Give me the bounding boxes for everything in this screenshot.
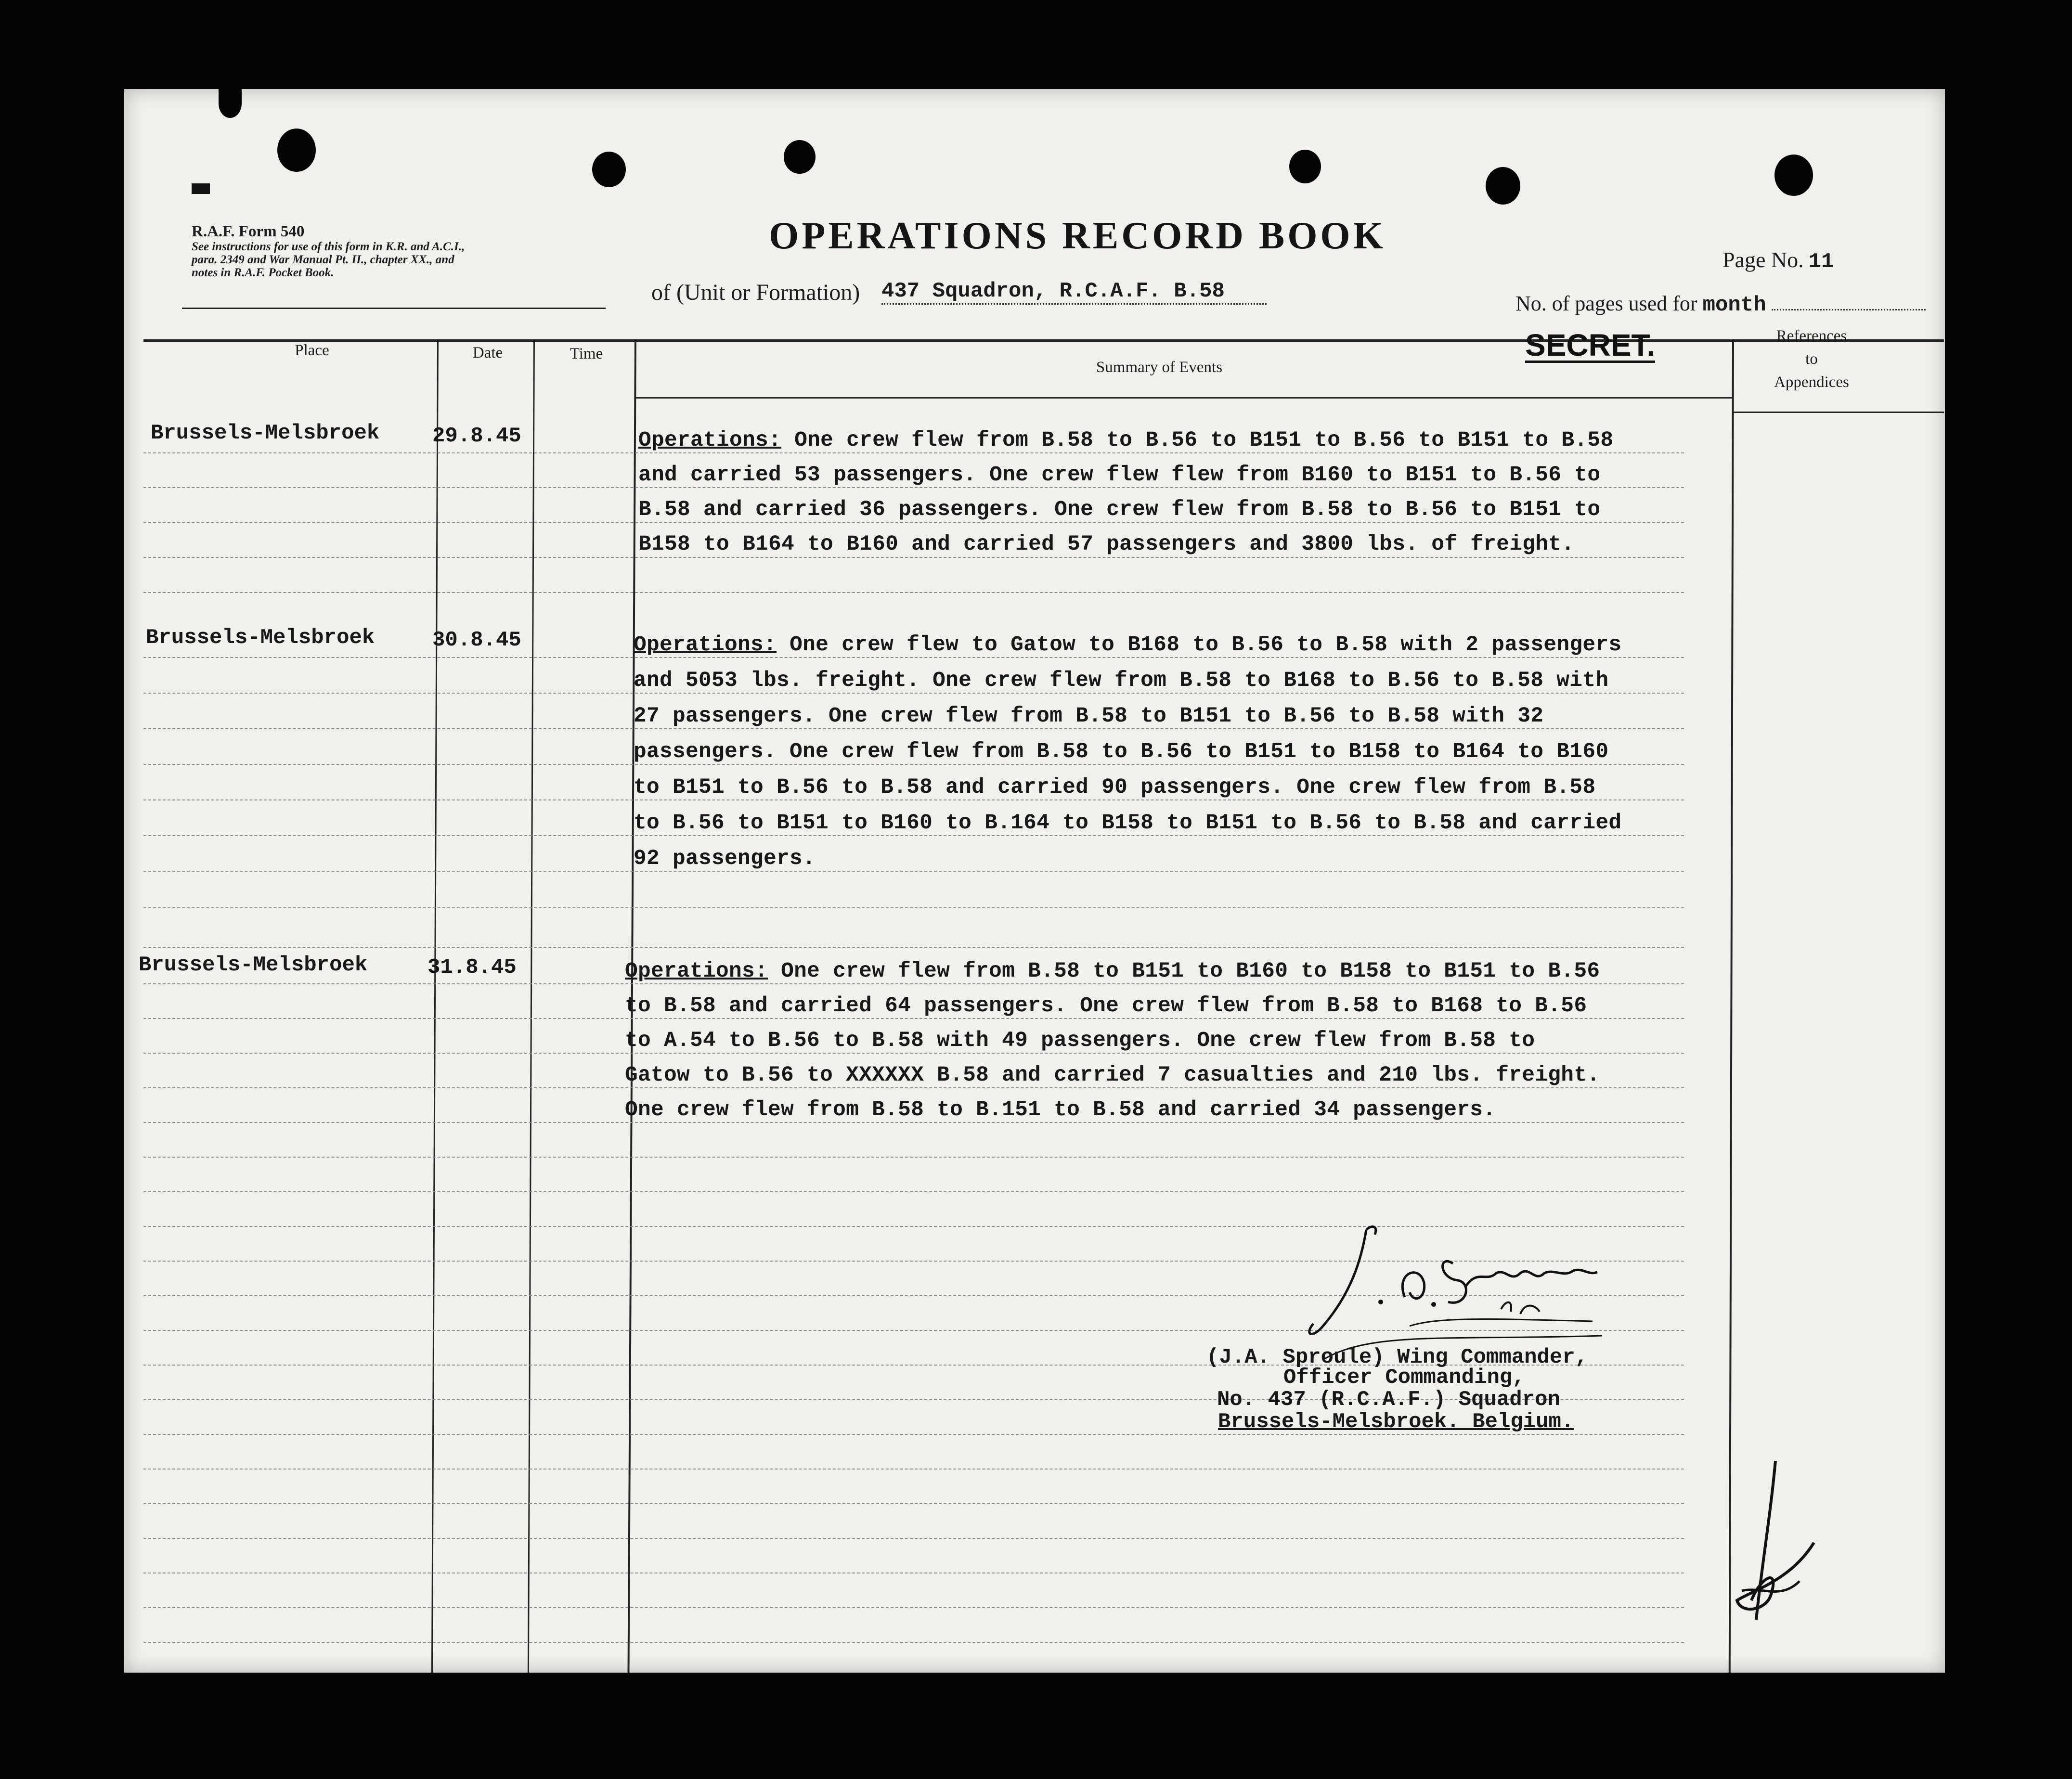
table-top-rule	[143, 339, 1944, 342]
form-name: R.A.F. Form 540	[192, 223, 305, 240]
ruled-line	[143, 1157, 1684, 1158]
page-number-label: Page No.	[1722, 247, 1804, 272]
entry-place: Brussels-Melsbroek	[146, 626, 375, 650]
entry-heading: Operations:	[634, 633, 777, 657]
entry-heading: Operations:	[625, 959, 768, 983]
summary-line: 92 passengers.	[634, 847, 816, 871]
ruled-line	[143, 557, 1684, 558]
entry-date: 30.8.45	[432, 628, 521, 652]
entry-date: 29.8.45	[432, 424, 521, 448]
col-divider-place	[431, 339, 439, 1673]
summary-line: to B.56 to B151 to B160 to B.164 to B158 to B151 to B.56 to B.58 and carried	[634, 811, 1622, 835]
punch-hole	[219, 89, 242, 118]
entry-date: 31.8.45	[427, 955, 517, 980]
summary-line: to B151 to B.56 to B.58 and carried 90 passengers. One crew flew from B.58	[634, 775, 1596, 799]
form-instructions-3: notes in R.A.F. Pocket Book.	[192, 266, 334, 280]
ruled-line	[143, 1642, 1684, 1643]
classification-stamp: SECRET.	[1525, 328, 1656, 362]
summary-line: to B.58 and carried 64 passengers. One crew flew from B.58 to B168 to B.56	[625, 994, 1587, 1018]
refs-head-rule	[1732, 412, 1944, 413]
ruled-line	[143, 907, 1684, 908]
col-head-date: Date	[472, 344, 503, 361]
entry-place: Brussels-Melsbroek	[151, 421, 380, 445]
ruled-line	[143, 522, 1684, 523]
pages-used-label: No. of pages used for	[1515, 292, 1697, 315]
header-rule	[182, 308, 606, 309]
col-head-place: Place	[295, 342, 329, 359]
page-number-value: 11	[1808, 250, 1834, 274]
page-number	[1722, 247, 1834, 274]
ruled-line	[143, 1503, 1684, 1504]
pages-used	[1515, 291, 1926, 317]
ruled-line	[143, 1434, 1684, 1435]
ruled-line	[143, 799, 1684, 800]
entry-heading: Operations:	[638, 428, 782, 452]
summary-line: Gatow to B.56 to XXXXXX B.58 and carried 7 casualties and 210 lbs. freight.	[625, 1063, 1600, 1087]
ruled-line	[143, 835, 1684, 836]
signatory-role: Officer Commanding,	[1283, 1366, 1525, 1390]
summary-line: Operations: One crew flew from B.58 to B.56 to B151 to B.56 to B151 to B.58	[638, 428, 1614, 452]
punch-hole	[277, 129, 316, 172]
summary-line: Operations: One crew flew to Gatow to B168 to B.56 to B.58 with 2 passengers	[634, 633, 1622, 657]
summary-line: B.58 and carried 36 passengers. One crew flew from B.58 to B.56 to B151 to	[638, 498, 1601, 522]
summary-line: Operations: One crew flew from B.58 to B151 to B160 to B158 to B151 to B.56	[625, 959, 1600, 983]
signatory-location: Brussels-Melsbroek. Belgium.	[1218, 1410, 1574, 1434]
ruled-line	[143, 693, 1684, 694]
ruled-line	[143, 1018, 1684, 1019]
pages-used-value: month	[1702, 293, 1766, 317]
punch-hole	[592, 152, 626, 187]
entry-place: Brussels-Melsbroek	[139, 953, 368, 977]
ruled-line	[143, 1538, 1684, 1539]
summary-line: 27 passengers. One crew flew from B.58 to B151 to B.56 to B.58 with 32	[634, 704, 1544, 728]
form-header	[192, 223, 649, 279]
ruled-line	[143, 947, 1684, 948]
ruled-line	[143, 1191, 1684, 1192]
punch-hole	[1774, 155, 1813, 196]
summary-head-rule	[635, 397, 1732, 399]
ruled-line	[143, 1122, 1684, 1123]
summary-line: One crew flew from B.58 to B.151 to B.58 and carried 34 passengers.	[625, 1098, 1496, 1122]
ruled-line	[143, 1053, 1684, 1054]
initials-mark	[1722, 1456, 1819, 1629]
summary-line: to A.54 to B.56 to B.58 with 49 passengers. One crew flew from B.58 to	[625, 1029, 1535, 1053]
unit-row	[651, 279, 1436, 313]
ruled-line	[143, 871, 1684, 872]
ruled-line	[143, 764, 1684, 765]
ruled-line	[143, 983, 1684, 984]
unit-value: 437 Squadron, R.C.A.F. B.58	[881, 279, 1267, 305]
summary-line: passengers. One crew flew from B.58 to B.56 to B151 to B158 to B164 to B160	[634, 740, 1609, 764]
form-instructions-1: See instructions for use of this form in K.R. and A.C.I.,	[192, 240, 465, 254]
summary-line: and carried 53 passengers. One crew flew flew from B160 to B151 to B.56 to	[638, 463, 1601, 487]
summary-line: and 5053 lbs. freight. One crew flew from B.58 to B168 to B.56 to B.58 with	[634, 669, 1609, 693]
signatory-name: (J.A. Sproule) Wing Commander,	[1206, 1345, 1588, 1369]
ruled-line	[143, 592, 1684, 593]
ruled-line	[143, 487, 1684, 488]
punch-hole	[1486, 167, 1520, 205]
ruled-line	[143, 1469, 1684, 1470]
col-head-references: References to Appendices	[1774, 327, 1849, 391]
record-page	[124, 89, 1945, 1673]
ruled-line	[143, 657, 1684, 658]
summary-line: B158 to B164 to B160 and carried 57 passengers and 3800 lbs. of freight.	[638, 532, 1575, 556]
corner-mark	[192, 183, 210, 194]
ruled-line	[143, 1087, 1684, 1088]
col-head-time: Time	[570, 345, 603, 362]
unit-label: of (Unit or Formation)	[651, 280, 860, 305]
punch-hole	[784, 140, 816, 174]
signatory-unit: No. 437 (R.C.A.F.) Squadron	[1217, 1388, 1560, 1412]
page-title: OPERATIONS RECORD BOOK	[769, 215, 1386, 257]
col-head-summary: Summary of Events	[1096, 359, 1223, 376]
ruled-line	[143, 452, 1684, 453]
col-divider-date	[528, 339, 535, 1673]
ruled-line	[143, 728, 1684, 729]
form-instructions-2: para. 2349 and War Manual Pt. II., chapter XX., and	[192, 253, 454, 267]
punch-hole	[1289, 150, 1321, 183]
ruled-line	[143, 1607, 1684, 1608]
